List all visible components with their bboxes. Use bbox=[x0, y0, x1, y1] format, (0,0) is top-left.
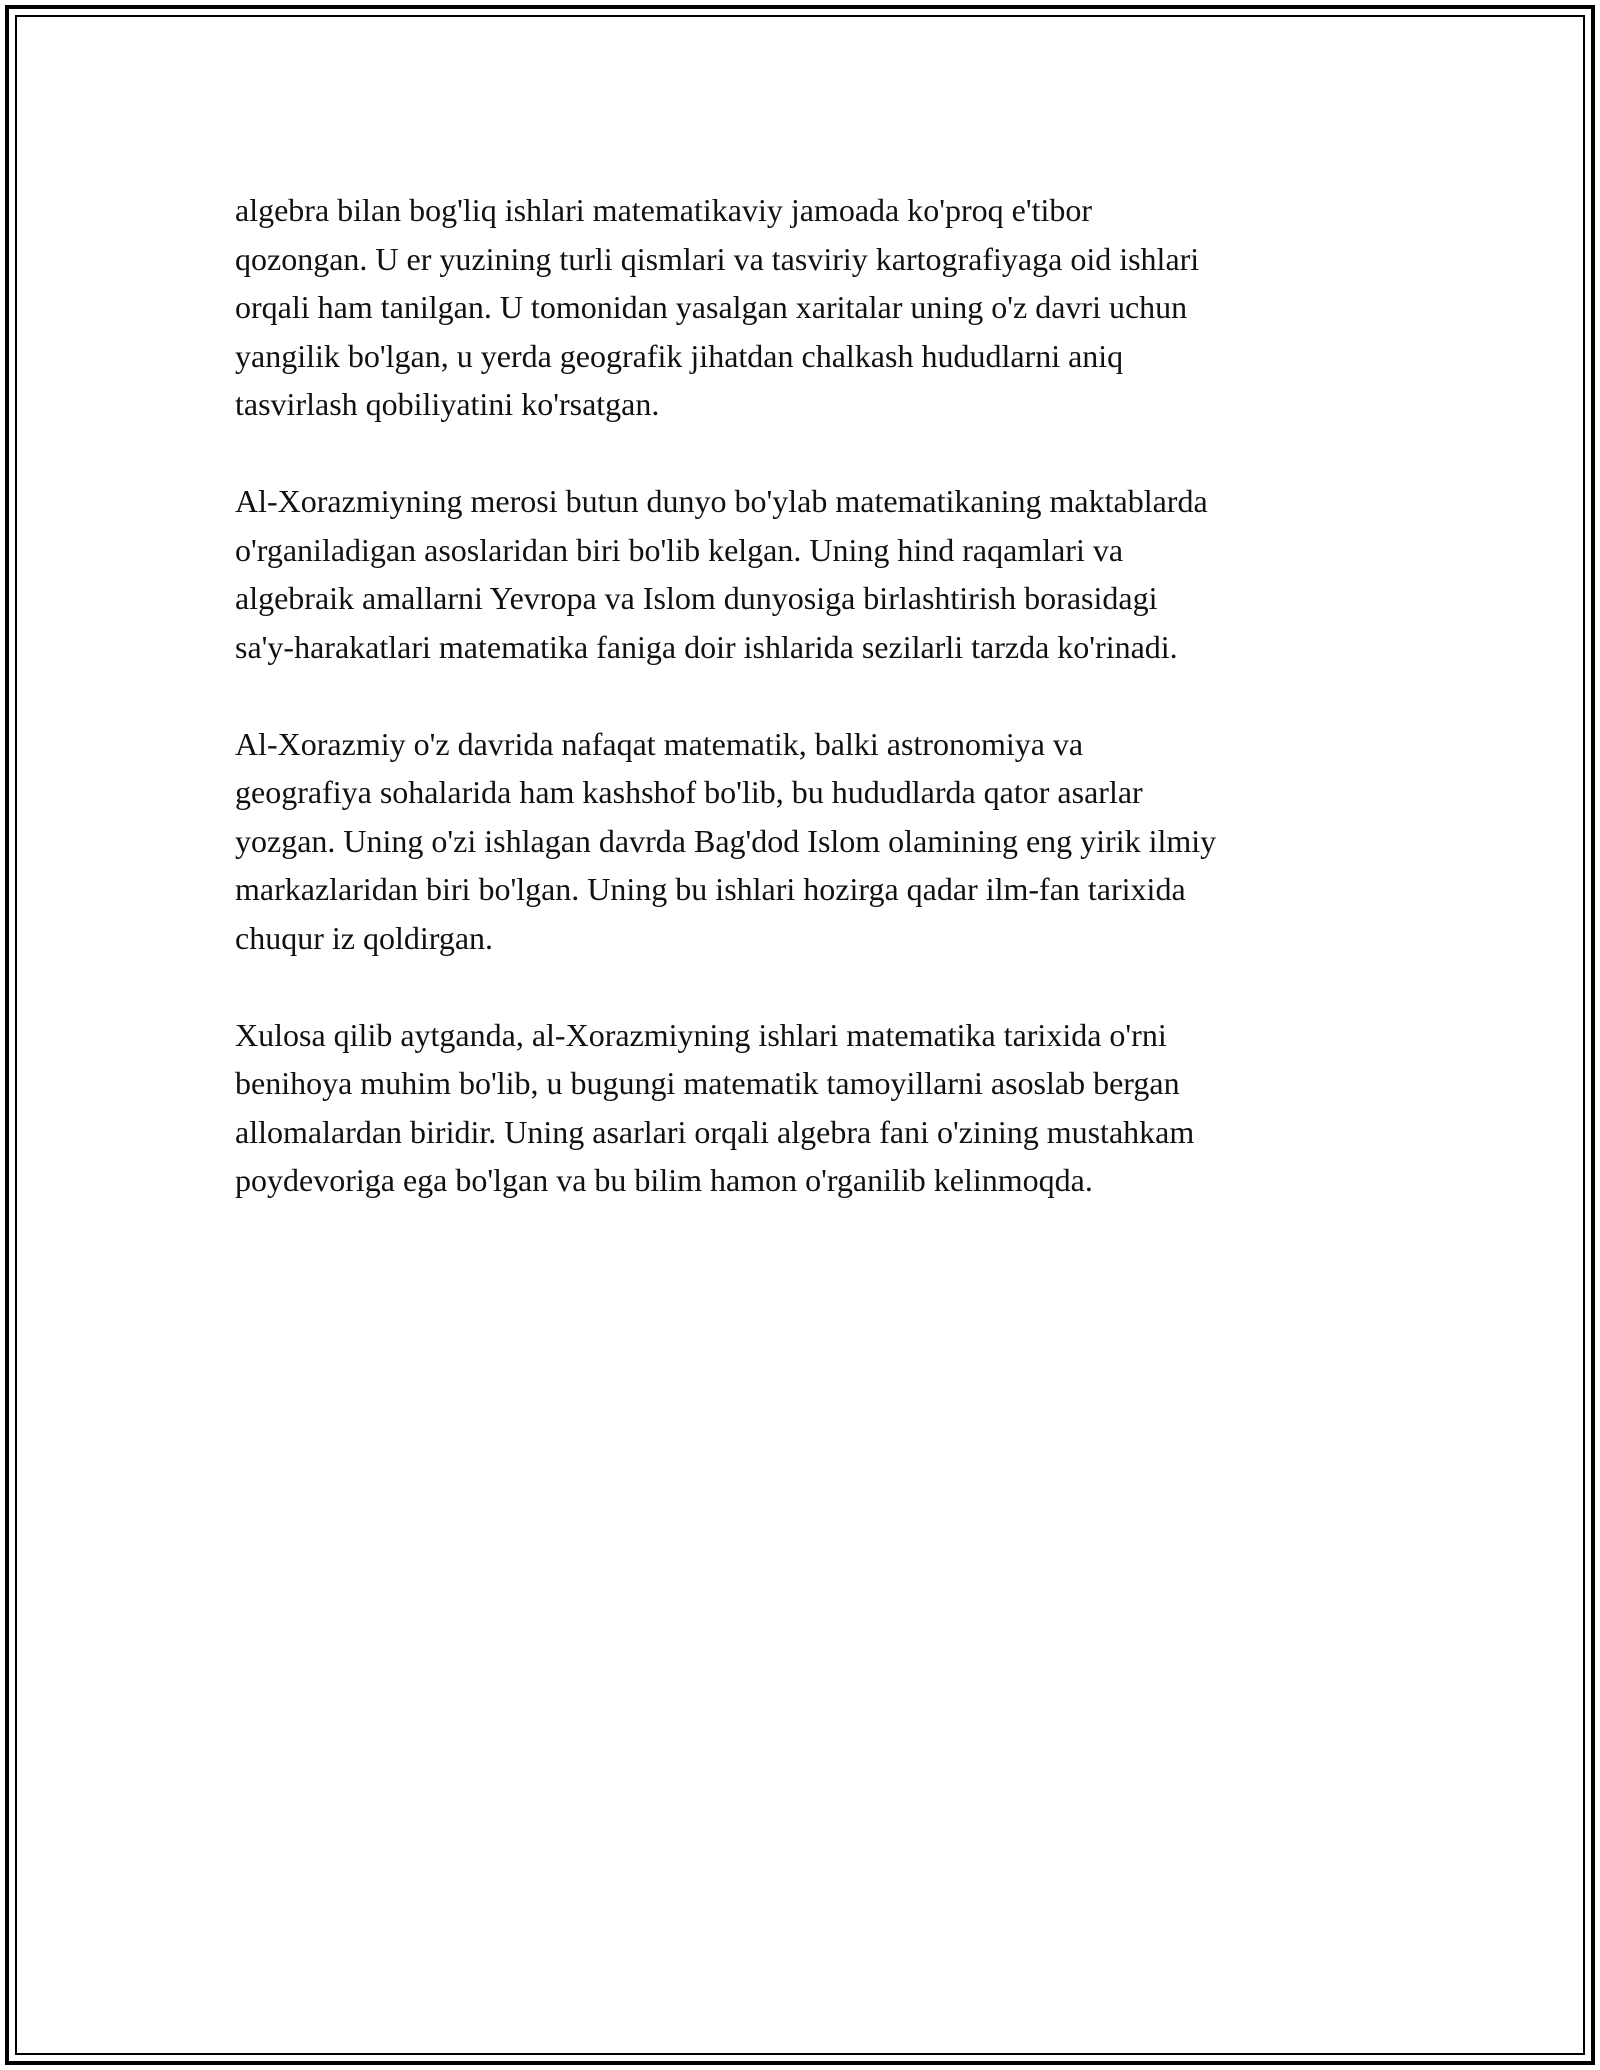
paragraph-astronomy-geography: Al-Xorazmiy o'z davrida nafaqat matematik, balki astronomiya va geografiya sohalarida ham kashshof bo'lib, bu hududlarda qator asarlar yozgan. Uning o'zi ishlagan davrda Bag'dod Islom olamining eng yirik ilmiy markazlaridan biri bo'lgan. Uning bu ishlari hozirga qadar ilm-fan tarixida chuqur iz qoldirgan. bbox=[235, 725, 1217, 956]
paragraph-cartography: algebra bilan bog'liq ishlari matematikaviy jamoada ko'proq e'tibor qozongan. U er yuzining turli qismlari va tasviriy kartografiyaga oid ishlari orqali ham tanilgan. U tomonidan yasalgan xaritalar uning o'z davri uchun yangilik bo'lgan, u yerda geografik jihatdan chalkash hududlarni aniq tasvirlash qobiliyatini ko'rsatgan. bbox=[235, 192, 1200, 422]
paragraph-legacy: Al-Xorazmiyning merosi butun dunyo bo'ylab matematikaning maktablarda o'rganiladigan asoslaridan biri bo'lib kelgan. Uning hind raqamlari va algebraik amallarni Yevropa va Islom dunyosiga birlashtirish borasidagi sa'y-harakatlari matematika faniga doir ishlarida sezilarli tarzda ko'rinadi. bbox=[235, 483, 1208, 665]
document-body bbox=[235, 186, 1375, 1253]
paragraph-conclusion: Xulosa qilib aytganda, al-Xorazmiyning ishlari matematika tarixida o'rni benihoya muhim bo'lib, u bugungi matematik tamoyillarni asoslab bergan allomalardan biridir. Uning asarlari orqali algebra fani o'zining mustahkam poydevoriga ega bo'lgan va bu bilim hamon o'rganilib kelinmoqda. bbox=[235, 1016, 1195, 1198]
